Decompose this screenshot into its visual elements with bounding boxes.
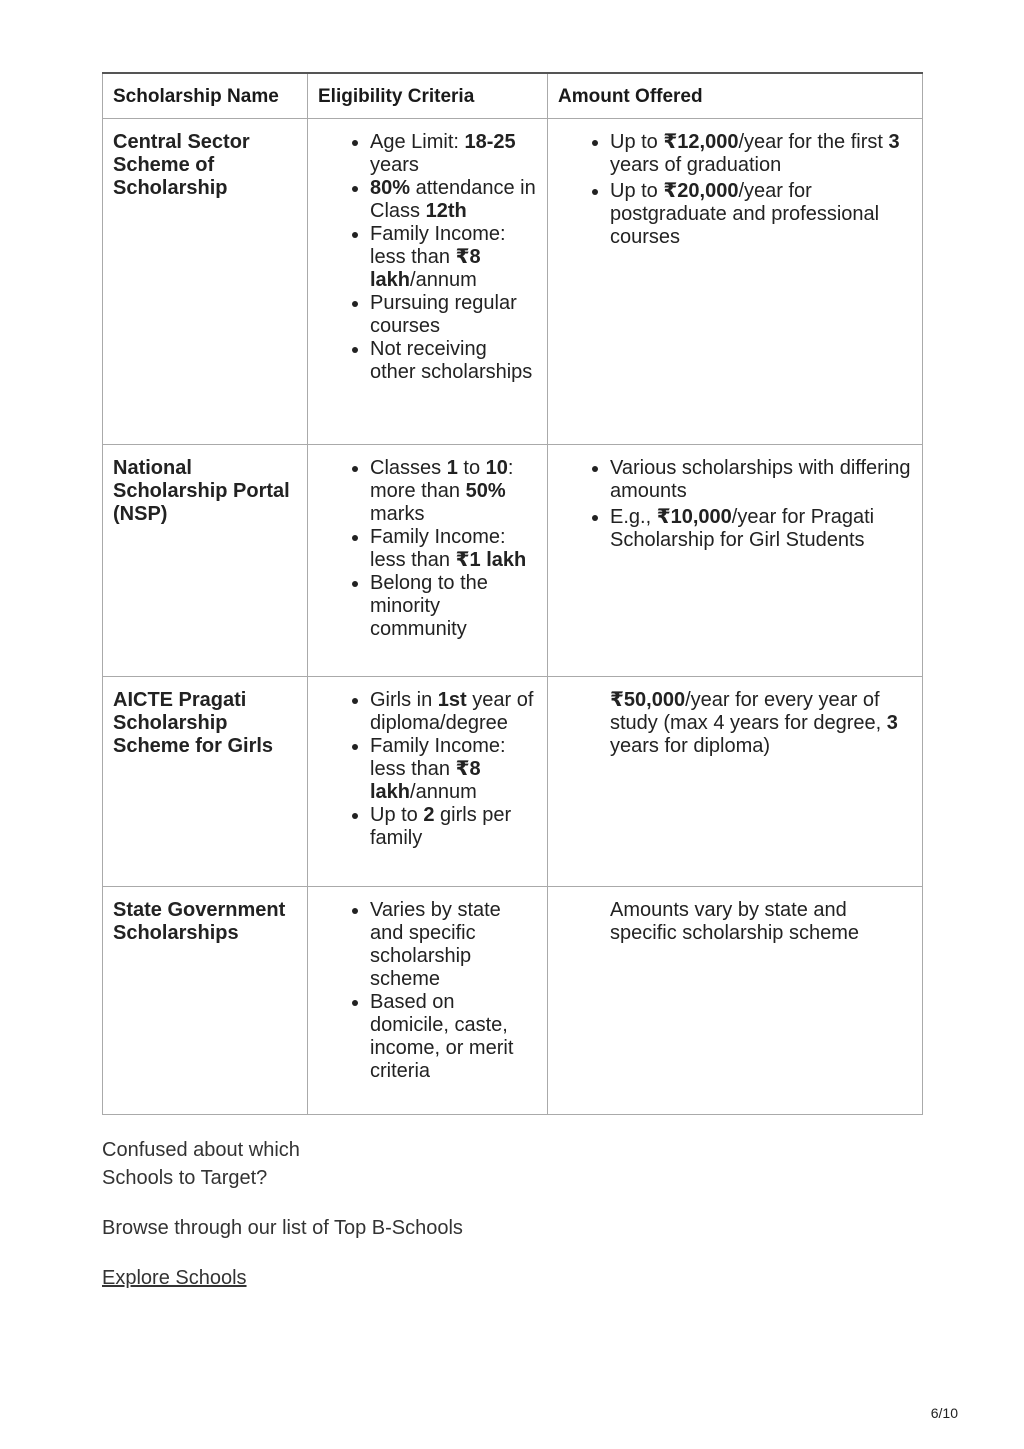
text-run: /annum xyxy=(410,781,477,803)
text-run: years of graduation xyxy=(610,154,782,176)
amount-list xyxy=(558,457,912,552)
bold-text: 18-25 xyxy=(464,131,516,153)
header-amount-offered: Amount Offered xyxy=(548,73,923,119)
eligibility-item xyxy=(370,689,537,735)
table-header-row xyxy=(103,73,923,119)
amount-item xyxy=(610,457,912,503)
scholarship-table xyxy=(102,72,923,1115)
amount-item xyxy=(610,506,912,552)
text-run: Not receiving other scholarships xyxy=(370,338,533,383)
header-scholarship-name: Scholarship Name xyxy=(103,73,308,119)
amount-text xyxy=(558,689,912,758)
eligibility-cell xyxy=(308,119,548,445)
eligibility-item xyxy=(370,804,537,850)
eligibility-list xyxy=(318,131,537,384)
bold-text: 1st xyxy=(437,689,467,711)
amount-cell xyxy=(548,445,923,677)
eligibility-list xyxy=(318,457,537,641)
text-run: Pursuing regular courses xyxy=(370,292,517,337)
text-run: /year for every year of study (max 4 years for degree, xyxy=(610,689,887,734)
text-run: /year for the first xyxy=(738,131,889,153)
text-run: girls per family xyxy=(370,804,512,849)
eligibility-list xyxy=(318,899,537,1083)
text-run: Varies by state and specific scholarship scheme xyxy=(370,899,501,990)
text-run: Classes xyxy=(370,457,447,479)
eligibility-item xyxy=(370,526,537,572)
eligibility-item xyxy=(370,457,537,526)
text-run: /year for postgraduate and professional courses xyxy=(610,180,880,248)
eligibility-item xyxy=(370,572,537,641)
scholarship-name-cell: State Government Scholarships xyxy=(103,887,308,1115)
text-run: Based on domicile, caste, income, or merit criteria xyxy=(370,991,514,1082)
text-run: Girls in xyxy=(370,689,438,711)
text-run: to xyxy=(457,457,486,479)
table-row xyxy=(103,119,923,445)
bold-text: ₹20,000 xyxy=(663,180,739,202)
bold-text: 1 xyxy=(446,457,458,479)
text-run: years xyxy=(370,154,419,176)
text-run: : more than xyxy=(370,457,514,502)
eligibility-cell xyxy=(308,887,548,1115)
text-run: Various scholarships with differing amounts xyxy=(610,457,911,502)
scholarship-name-cell: Central Sector Scheme of Scholarship xyxy=(103,119,308,445)
promo-browse-text: Browse through our list of Top B-Schools xyxy=(102,1217,463,1239)
text-run: Amounts vary by state and specific scholarship scheme xyxy=(610,899,859,944)
eligibility-item xyxy=(370,292,537,338)
text-run: Family Income: less than xyxy=(370,526,506,571)
eligibility-item xyxy=(370,735,537,804)
amount-cell xyxy=(548,887,923,1115)
text-run: Age Limit: xyxy=(370,131,465,153)
amount-item xyxy=(610,180,912,249)
table-row xyxy=(103,677,923,887)
bold-text: 2 xyxy=(423,804,435,826)
amount-list xyxy=(558,131,912,249)
bold-text: ₹50,000 xyxy=(610,689,686,711)
header-eligibility-criteria: Eligibility Criteria xyxy=(308,73,548,119)
bold-text: 3 xyxy=(888,131,900,153)
text-run: /annum xyxy=(410,269,477,291)
scholarship-name-cell: National Scholarship Portal (NSP) xyxy=(103,445,308,677)
eligibility-cell xyxy=(308,445,548,677)
page-indicator: 6/10 xyxy=(930,1405,958,1421)
eligibility-list xyxy=(318,689,537,850)
amount-text xyxy=(558,899,912,945)
text-run: Family Income: less than xyxy=(370,223,506,268)
amount-cell xyxy=(548,677,923,887)
eligibility-item xyxy=(370,899,537,991)
eligibility-item xyxy=(370,131,537,177)
text-run: E.g., xyxy=(610,506,657,528)
promo-question: Confused about which Schools to Target? xyxy=(102,1139,300,1189)
text-run: Family Income: less than xyxy=(370,735,506,780)
explore-schools-link[interactable]: Explore Schools xyxy=(102,1267,247,1289)
table-body xyxy=(103,119,923,1115)
bold-text: 12th xyxy=(425,200,467,222)
text-run: attendance in Class xyxy=(370,177,536,222)
amount-item xyxy=(610,131,912,177)
text-run: Up to xyxy=(610,131,664,153)
bold-text: ₹8 lakh xyxy=(370,246,481,291)
bold-text: ₹12,000 xyxy=(663,131,739,153)
text-run: year of diploma/degree xyxy=(370,689,534,734)
text-run: /year for Pragati Scholarship for Girl Students xyxy=(610,506,875,551)
bold-text: 10 xyxy=(485,457,508,479)
table-row xyxy=(103,445,923,677)
bold-text: 3 xyxy=(886,712,898,734)
amount-cell xyxy=(548,119,923,445)
text-run: Up to xyxy=(370,804,424,826)
bold-text: 80% xyxy=(370,177,411,199)
eligibility-cell xyxy=(308,677,548,887)
text-run: Up to xyxy=(610,180,664,202)
eligibility-item xyxy=(370,223,537,292)
text-run: marks xyxy=(370,503,425,525)
scholarship-name-cell: AICTE Pragati Scholarship Scheme for Girls xyxy=(103,677,308,887)
bold-text: 50% xyxy=(465,480,506,502)
eligibility-item xyxy=(370,177,537,223)
text-run: Belong to the minority community xyxy=(370,572,488,640)
table-row xyxy=(103,887,923,1115)
text-run: years for diploma) xyxy=(610,735,771,757)
bold-text: ₹1 lakh xyxy=(455,549,527,571)
eligibility-item xyxy=(370,338,537,384)
bold-text: ₹8 lakh xyxy=(370,758,481,803)
bold-text: ₹10,000 xyxy=(656,506,732,528)
eligibility-item xyxy=(370,991,537,1083)
